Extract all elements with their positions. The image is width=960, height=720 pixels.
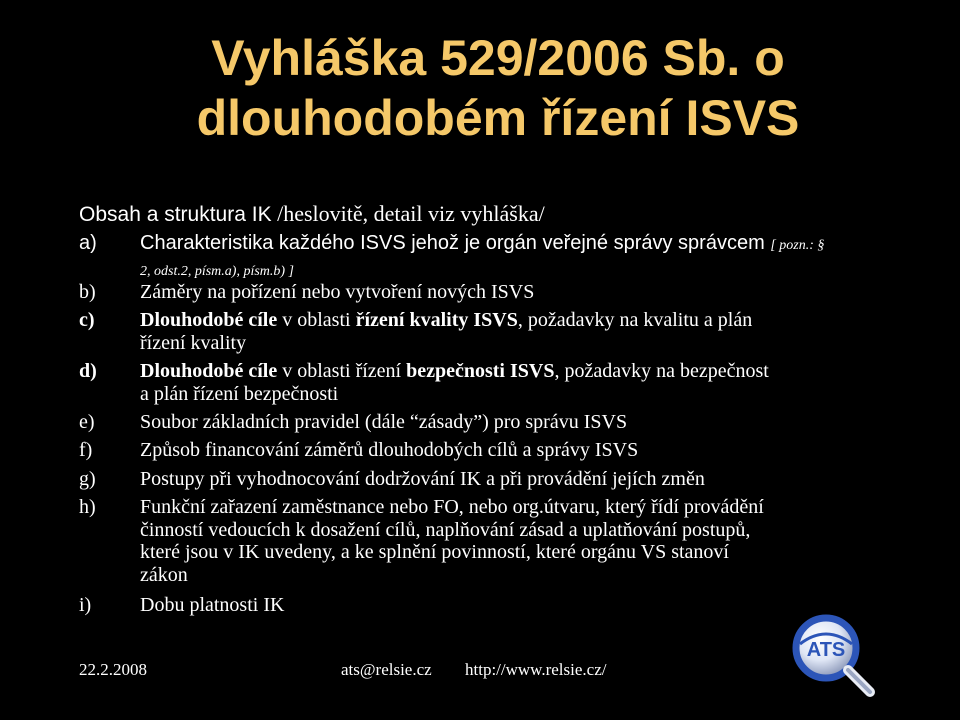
item-c-text-1: v oblasti xyxy=(277,309,356,331)
item-text: Soubor základních pravidel (dále “zásady”) pro správu ISVS xyxy=(140,411,628,433)
item-text xyxy=(140,360,940,405)
item-h-line-1: Funkční zařazení zaměstnance nebo FO, nebo org.útvaru, který řídí provádění xyxy=(140,496,764,518)
item-a-reference: [ pozn.: § xyxy=(770,238,825,253)
item-h-line-3: které jsou v IK uvedeny, a ke splnění povinností, které orgánu VS stanoví xyxy=(140,541,729,563)
item-d-text-3: a plán řízení bezpečnosti xyxy=(140,382,339,405)
item-d-bold-2: bezpečnosti ISVS xyxy=(406,360,555,382)
slide-title xyxy=(138,28,858,148)
item-label: i) xyxy=(79,594,92,616)
intro-line xyxy=(79,201,545,228)
item-c-bold-1: Dlouhodobé cíle xyxy=(140,309,278,331)
item-label: c) xyxy=(79,309,95,331)
item-text: Postupy při vyhodnocování dodržování IK a při provádění jejích změn xyxy=(140,468,705,490)
item-h-line-4: zákon xyxy=(140,563,188,586)
item-a-reference-cont: 2, odst.2, písm.a), písm.b) ] xyxy=(140,263,295,279)
item-label: e) xyxy=(79,411,95,433)
intro-lead: Obsah a struktura IK xyxy=(79,203,272,226)
footer-date: 22.2.2008 xyxy=(79,660,147,679)
item-text: Způsob financování záměrů dlouhodobých cílů a správy ISVS xyxy=(140,439,639,461)
item-text xyxy=(140,496,940,586)
slide-title-line-2: dlouhodobém řízení ISVS xyxy=(196,90,800,146)
item-label: a) xyxy=(79,232,97,254)
item-label: f) xyxy=(79,439,93,461)
intro-rest: /heslovitě, detail viz vyhláška/ xyxy=(271,201,545,226)
item-text xyxy=(140,309,940,354)
item-d-text-1: v oblasti řízení xyxy=(277,360,407,382)
item-h-line-2: činností vedoucích k dosažení cílů, naplňování zásad a uplatňování postupů, xyxy=(140,518,751,541)
item-d-bold-1: Dlouhodobé cíle xyxy=(140,360,278,382)
item-c-text-2: , požadavky na kvalitu a plán xyxy=(517,309,753,331)
footer-email[interactable]: ats@relsie.cz xyxy=(341,660,432,679)
item-a-text: Charakteristika každého ISVS jehož je orgán veřejné správy správcem xyxy=(140,232,771,254)
slide-title-line-1: Vyhláška 529/2006 Sb. o xyxy=(211,30,785,86)
ats-logo-icon xyxy=(790,612,876,698)
item-text: Dobu platnosti IK xyxy=(140,594,285,616)
footer-url[interactable]: http://www.relsie.cz/ xyxy=(465,660,607,679)
item-label: g) xyxy=(79,468,96,490)
ats-logo-text: ATS xyxy=(806,639,846,661)
item-text: Záměry na pořízení nebo vytvoření nových ISVS xyxy=(140,281,535,303)
item-label: d) xyxy=(79,360,97,382)
item-c-bold-2: řízení kvality ISVS xyxy=(355,309,518,331)
item-text xyxy=(140,232,940,283)
item-c-text-3: řízení kvality xyxy=(140,331,247,354)
item-d-text-2: , požadavky na bezpečnost xyxy=(554,360,769,382)
item-label: b) xyxy=(79,281,96,303)
item-label: h) xyxy=(79,496,96,518)
